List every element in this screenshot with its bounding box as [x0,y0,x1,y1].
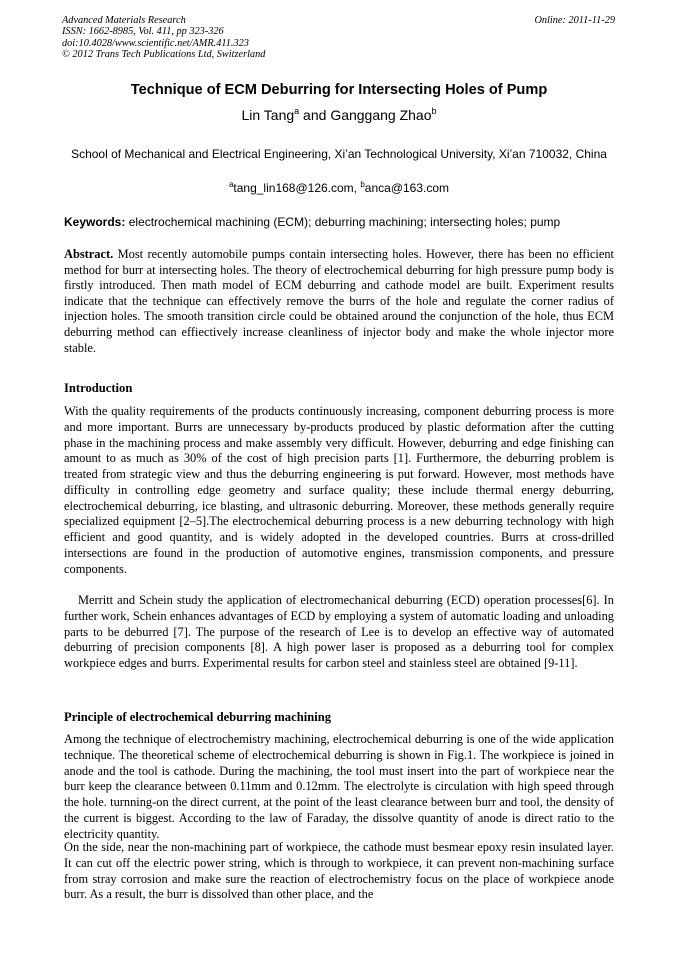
issn-line: ISSN: 1662-8985, Vol. 411, pp 323-326 [62,26,224,38]
abstract-text: Most recently automobile pumps contain intersecting holes. However, there has been no efficient method for burr at intersecting holes. The theory of electrochemical deburring for high pressure pump body is firstly introduced. Then math model of ECM deburring and cathode model are built. Experiment results indicate that the technique can effectively remove the burrs of the hole and regulate the corner radius of injection holes. The smooth transition circle could be obtained around the conjunction of the hole, thus ECM deburring method can effiectively increase cleanliness of injector body and make the whole injector more stable. [64,247,614,355]
copyright-line: © 2012 Trans Tech Publications Ltd, Switzerland [62,49,266,61]
keywords-label: Keywords: [64,215,126,229]
paragraph: Among the technique of electrochemistry machining, electrochemical deburring is one of the wide application technique. The theoretical scheme of electrochemical deburring is shown in Fig.1. The workpiece is joined in anode and the tool is cathode. During the machining, the tool must insert into the part of workpiece near the burr keep the clearance between 0.11mm and 0.12mm. The electrolyte is circulation with high speed through the hole. turnning-on the direct current, at the point of the least clearance between burr and tool, the density of the current is biggest. According to the law of Faraday, the dissolve quantity of anode is direct ratio to the electricity quantity. [64,732,614,841]
doi-line: doi:10.4028/www.scientific.net/AMR.411.323 [62,37,249,49]
abstract [64,247,614,356]
author-affiliation-mark: b [431,106,437,116]
paragraph: With the quality requirements of the products continuously increasing, component deburring process is more and more important. Burrs are unnecessary by-products produced by plastic deformation after the cutting phase in the machining process and make assembly very difficult. However, deburring and edge finishing can amount to as much as 30% of the cost of high precision parts [1]. Furthermore, the deburring problem is treated from strategic view and thus the deburring engineering is put forward. However, most methods have difficulty in controlling edge geometry and surface quality; these include thermal energy deburring, electrochemical deburring, ice blasting, and ultrasonic deburring. Moreover, these methods generally require specialized equipment [2–5].The electrochemical deburring process is a new deburring technology with high efficient and good quantity, and is widely adopted in the developed countries. Burrs at cross-drilled intersections are found in the production of automotive engines, transmission components, and pressure components. [64,404,614,576]
section-heading: Principle of electrochemical deburring machining [64,710,331,724]
journal-name: Advanced Materials Research [62,15,186,26]
author-name: Lin Tang [241,107,295,123]
journal-header [62,15,265,61]
paragraph: Merritt and Schein study the application of electromechanical deburring (ECD) operation processes[6]. In further work, Schein enhances advantages of ECD by employing a system of automatic loading and unloading parts to be deburred [7]. The purpose of the research of Lee is to develop an effective way of automated deburring of precision components [8]. A high power laser is proposed as a deburring tool for complex workpiece edges and burrs. Experimental results for carbon steel and stainless steel are obtained [9-11]. [64,593,614,670]
author-affiliation-mark: a [294,106,300,116]
section-heading: Introduction [64,381,133,395]
email-address: tang_lin168@126.com, [233,181,361,195]
email-mark: a [228,180,234,189]
author-conjunction: and [299,107,331,123]
paragraph: On the side, near the non-machining part of workpiece, the cathode must besmear epoxy resin insulated layer. It can cut off the electric power string, which is through to workpiece, it can prevent non-machining surface from stray corrosion and make sure the reaction of electrochemistry focus on the place of workpiece anode burr. As a result, the burr is dissolved than other place, and the [64,840,614,902]
keywords-text: electrochemical machining (ECM); deburring machining; intersecting holes; pump [125,215,561,229]
email-line [0,180,678,196]
author-name: Ganggang Zhao [330,107,432,123]
paper-title: Technique of ECM Deburring for Intersecting Holes of Pump [130,82,548,98]
keywords [64,214,616,230]
online-date: Online: 2011-11-29 [534,15,615,26]
affiliation: School of Mechanical and Electrical Engineering, Xi’an Technological University, Xi’an 710032, China [71,147,607,161]
email-mark: b [360,180,365,189]
abstract-label: Abstract. [64,247,114,261]
email-address: anca@163.com [364,181,450,195]
author-line [0,106,678,124]
